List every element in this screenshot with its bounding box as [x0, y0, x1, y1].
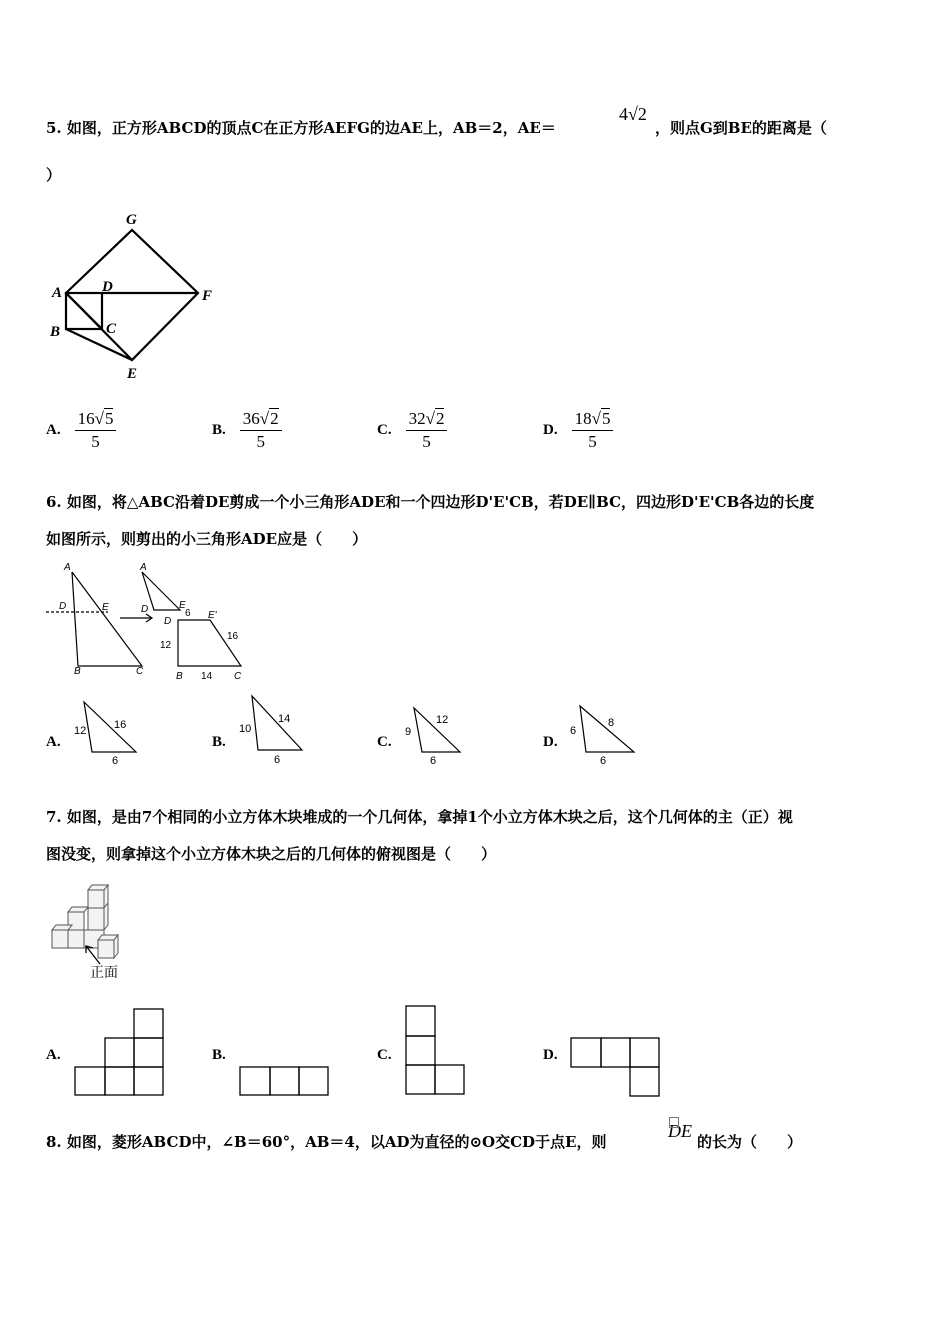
q5-figure: [40, 205, 230, 390]
fig6-small-label-d: D: [141, 604, 149, 615]
q6-figure: [44, 558, 249, 686]
q6-c-left: 9: [405, 726, 412, 738]
fig6-label-c: C: [136, 666, 144, 677]
q5-text-b: ，则点G到BE的距离是（: [655, 119, 827, 137]
fig6-label-a: A: [64, 562, 71, 573]
q6-option-a[interactable]: A.: [46, 734, 61, 750]
q5-option-c-value: $\frac{32√2}{5}$: [406, 408, 448, 453]
q5-option-a[interactable]: A. $\frac{16√5}{5}$: [46, 408, 116, 453]
q5-ae-value: 4√2: [619, 104, 647, 124]
q5-close-paren: ）: [46, 166, 62, 184]
fig6-trap-label-c: C: [234, 671, 242, 682]
fig6-len-12: 12: [160, 640, 172, 651]
q5-line1: [46, 117, 556, 138]
front-label: 正面: [90, 964, 118, 980]
label-g: G: [126, 212, 137, 228]
fig6-len-6: 6: [185, 608, 191, 619]
q6-option-b-figure[interactable]: [238, 690, 308, 766]
q6-b-right: 14: [278, 713, 291, 725]
q7-line2: 图没变，则拿掉这个小立方体木块之后的几何体的俯视图是（ ）: [46, 845, 497, 863]
label-a: A: [52, 285, 63, 301]
q6-b-left: 10: [239, 723, 252, 735]
fig6-small-label-e: E: [179, 600, 186, 611]
fig6-len-16: 16: [227, 631, 239, 642]
q5-option-c[interactable]: C. $\frac{32√2}{5}$: [377, 408, 447, 453]
q5-option-a-value: $\frac{16√5}{5}$: [75, 408, 117, 453]
q7-option-b[interactable]: B.: [212, 1047, 226, 1063]
triangle-abc: [72, 572, 142, 666]
fig6-small-label-a: A: [140, 562, 147, 573]
q5-number: 5.: [46, 119, 62, 137]
q5-option-b[interactable]: B. $\frac{36√2}{5}$: [212, 408, 282, 453]
q6-c-right: 12: [436, 714, 449, 726]
label-f: F: [202, 288, 213, 304]
q6-line1: [46, 491, 814, 512]
q6-b-bottom: 6: [274, 754, 281, 766]
q8-number: 8.: [46, 1133, 62, 1151]
square-aefg: [66, 230, 198, 360]
q6-a-bottom: 6: [112, 755, 119, 766]
fig6-label-b: B: [74, 666, 81, 677]
arc-symbol: [669, 1117, 679, 1128]
q7-number: 7.: [46, 808, 62, 826]
q5-option-d-value: $\frac{18√5}{5}$: [572, 408, 614, 453]
q7-cube-figure: [44, 878, 134, 988]
q5-option-b-value: $\frac{36√2}{5}$: [240, 408, 282, 453]
q6-d-left: 6: [570, 725, 577, 737]
q8-text-end: 的长为（ ）: [697, 1133, 803, 1151]
fig6-label-e: E: [102, 602, 109, 613]
q6-c-bottom: 6: [430, 755, 437, 766]
fig6-label-d: D: [59, 601, 67, 612]
q6-option-d-figure[interactable]: [568, 698, 638, 766]
q6-text-1: 如图，将△ABC沿着DE剪成一个小三角形ADE和一个四边形D'E'CB，若DE∥BC，四边形D'E'CB各边的长度: [66, 493, 815, 511]
q7-option-a-figure[interactable]: [72, 1006, 168, 1098]
q7-option-d-figure[interactable]: [568, 1035, 664, 1099]
q6-option-c-figure[interactable]: [402, 698, 464, 766]
fig6-trap-label-b: B: [176, 671, 183, 682]
q7-option-c[interactable]: C.: [377, 1047, 392, 1063]
q7-option-a[interactable]: A.: [46, 1047, 61, 1063]
label-b: B: [50, 324, 61, 340]
q7-option-d[interactable]: D.: [543, 1047, 558, 1063]
q7-line1: [46, 806, 793, 827]
label-e: E: [127, 366, 138, 382]
q5-option-d[interactable]: D. $\frac{18√5}{5}$: [543, 408, 613, 453]
fig6-label-d-prime: D: [164, 616, 172, 627]
q6-d-bottom: 6: [600, 755, 607, 766]
segment-ac: [66, 293, 102, 329]
q6-option-b[interactable]: B.: [212, 734, 226, 750]
trapezoid: [178, 620, 241, 666]
q6-number: 6.: [46, 493, 62, 511]
q6-d-right: 8: [608, 717, 615, 729]
q5-text-a: 如图，正方形ABCD的顶点C在正方形AEFG的边AE上，AB＝2，AE＝: [66, 119, 556, 137]
q7-text-1: 如图，是由7个相同的小立方体木块堆成的一个几何体，拿掉1个小立方体木块之后，这个几何体的主（正）视: [66, 808, 793, 826]
q7-option-b-figure[interactable]: [237, 1064, 333, 1098]
fig6-label-e-prime: E': [208, 610, 217, 621]
label-d: D: [102, 279, 113, 295]
q6-option-c[interactable]: C.: [377, 734, 392, 750]
fig6-len-14: 14: [201, 671, 213, 682]
q6-option-d[interactable]: D.: [543, 734, 558, 750]
q6-a-left: 12: [74, 725, 87, 737]
q8-text: 如图，菱形ABCD中，∠B＝60°，AB＝4，以AD为直径的⊙O交CD于点E，则: [66, 1133, 607, 1151]
label-c: C: [106, 321, 117, 337]
q6-a-right: 16: [114, 719, 127, 731]
q6-line2: 如图所示，则剪出的小三角形ADE应是（ ）: [46, 530, 368, 548]
q8-line: [46, 1131, 606, 1152]
q7-option-c-figure[interactable]: [403, 1003, 469, 1098]
q6-option-a-figure[interactable]: [72, 694, 142, 766]
q8-arc-de: DE: [668, 1121, 692, 1142]
segment-be: [66, 329, 132, 360]
